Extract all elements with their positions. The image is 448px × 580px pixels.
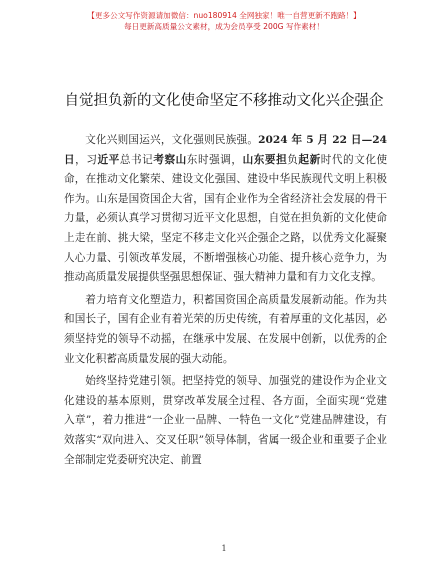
document-title: 自觉担负新的文化使命坚定不移推动文化兴企强企 (64, 93, 384, 109)
promo-banner-line-2: 每日更新高质量公文素材，成为会员享受 200G 写作素材！ (124, 22, 324, 31)
document-body (64, 131, 387, 473)
paragraph-text: 总书记 (119, 153, 154, 166)
paragraph-text: 着力培育文化塑造力，积蓄国资国企高质量发展新动能。作为共和国长子，国有企业有着光荣的历史传统，有着厚重的文化基因，必须坚持党的领导不动摇，在继承中发展、在发展中创新，以优秀的企业文化积蓄高质量发展的强大动能。 (64, 293, 387, 365)
paragraph-text: 时代的文化使命，在推动文化繁荣、建设文化强国、建设中华民族现代文明上积极作为。山东是国资国企大省，国有企业作为全省经济社会发展的骨干力量，必须认真学习贯彻习近平文化思想，自觉在担负新的文化使命上走在前、挑大梁，坚定不移走文化兴企强企之路，以优秀文化凝聚人心力量、引领改革发展，不断增强核心功能、提升核心竞争力，为推动高质量发展提供坚强思想保证、强大精神力量和有力文化支撑。 (64, 153, 388, 284)
promo-banner (0, 10, 448, 32)
paragraph-text: 东时强调， (186, 153, 243, 166)
paragraph-text: 文化兴则国运兴，文化强则民族强。 (85, 134, 259, 146)
promo-banner-line-1: 【更多公文写作资源请加微信：nuo180914 全网独家！唯一自营更新不跑路！】 (87, 11, 361, 20)
highlighted-text: 2024 年 5 月 22 日—24 日 (64, 134, 387, 166)
highlighted-text: 近平 (97, 153, 120, 166)
paragraph (64, 372, 387, 470)
page-number: 1 (221, 544, 227, 553)
highlighted-text: 考察山 (153, 153, 187, 166)
paragraph-text: 始终坚持党建引领。把坚持党的领导、加强党的建设作为企业文化建设的基本原则，贯穿改革发展全过程、各方面，全面实现“党建入章”，着力推进“一企业一品牌、一特色一文化”党建品牌建设，有效落实“双向进入、交叉任职”领导体制，省属一级企业和重要子企业全部制定党委研究决定、前置 (64, 375, 387, 466)
paragraph-text: 负 (287, 153, 299, 166)
highlighted-text: 起新 (298, 153, 321, 166)
highlighted-text: 山东要担 (242, 153, 288, 166)
paragraph (64, 131, 387, 288)
paragraph (64, 291, 387, 369)
paragraph-text: ，习 (75, 153, 98, 166)
